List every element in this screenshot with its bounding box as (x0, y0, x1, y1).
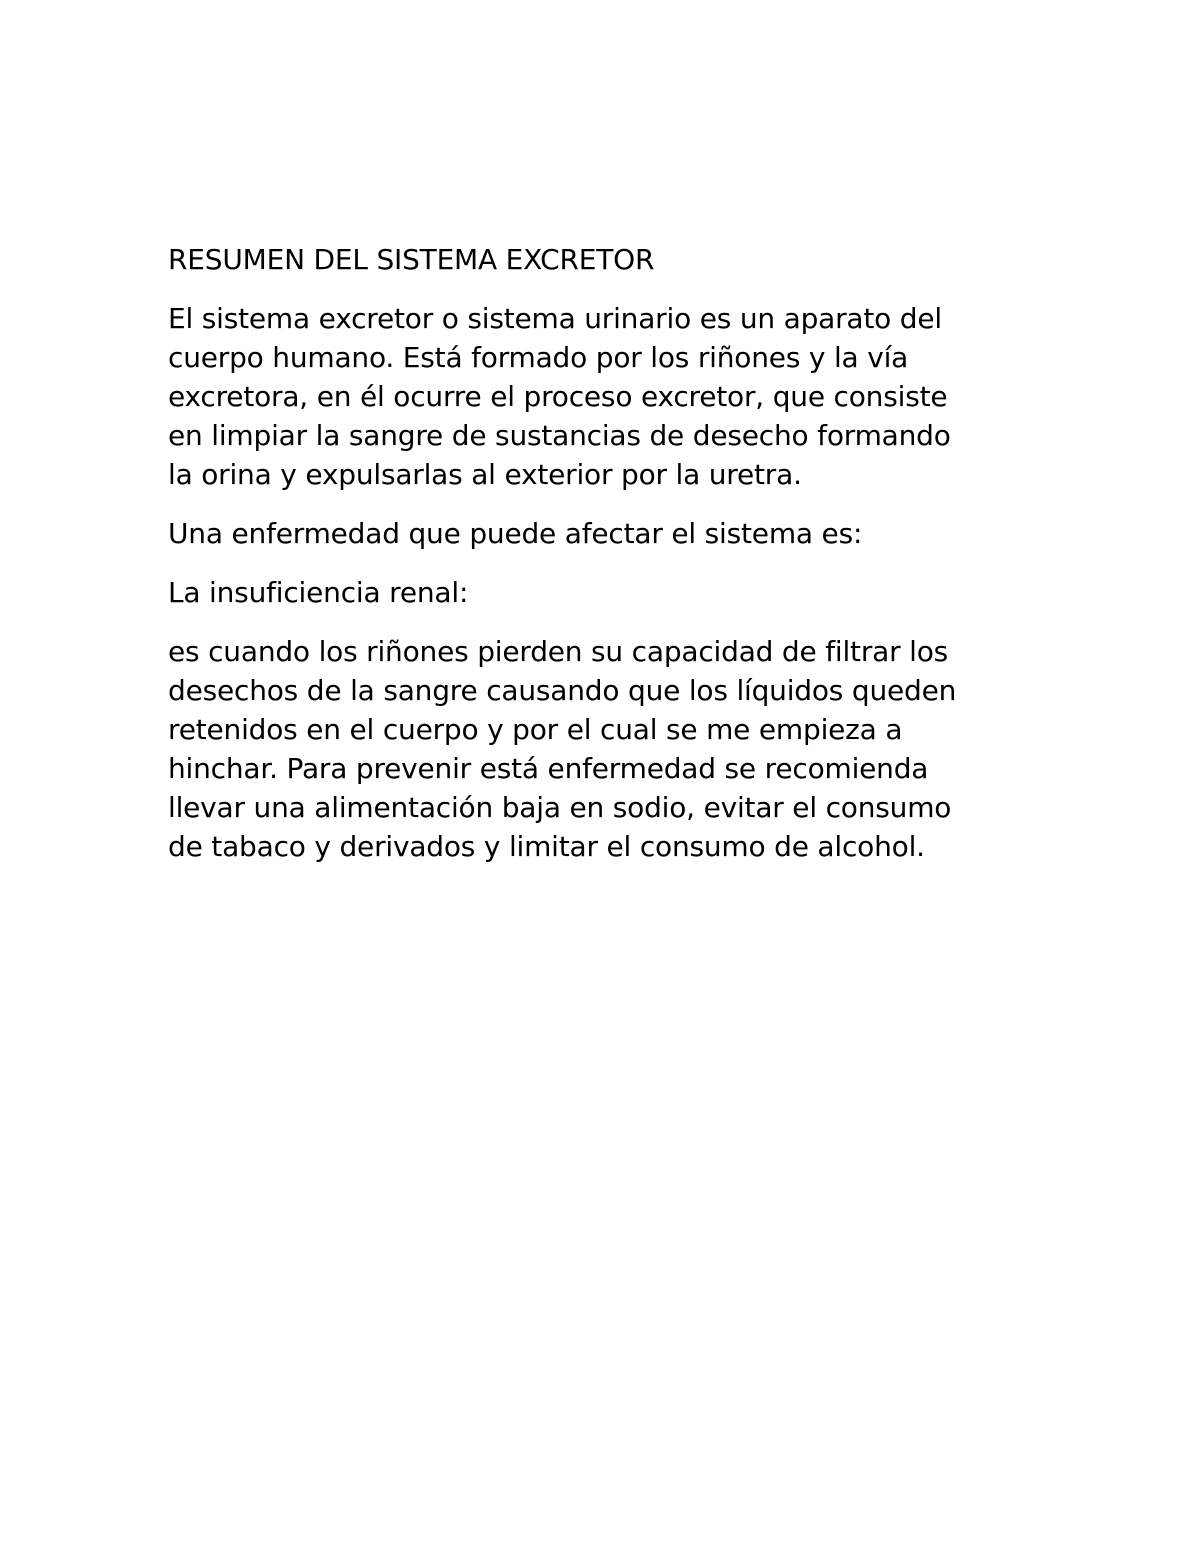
document-body (168, 240, 1028, 886)
text-line: El sistema excretor o sistema urinario es un aparato del (168, 302, 942, 335)
document-title: RESUMEN DEL SISTEMA EXCRETOR (168, 243, 655, 276)
text-line: en limpiar la sangre de sustancias de desecho formando (168, 419, 951, 452)
paragraph-disease-name (168, 573, 1028, 612)
paragraph-disease-intro (168, 514, 1028, 553)
text-line: de tabaco y derivados y limitar el consumo de alcohol. (168, 830, 925, 863)
text-line: la orina y expulsarlas al exterior por la uretra. (168, 458, 802, 491)
text-line: desechos de la sangre causando que los líquidos queden (168, 674, 957, 707)
text-line: Una enfermedad que puede afectar el sistema es: (168, 517, 863, 550)
paragraph-intro (168, 299, 1028, 494)
text-line: La insuficiencia renal: (168, 576, 469, 609)
text-line: hinchar. Para prevenir está enfermedad se recomienda (168, 752, 929, 785)
text-line: cuerpo humano. Está formado por los riñones y la vía (168, 341, 909, 374)
text-line: retenidos en el cuerpo y por el cual se me empieza a (168, 713, 903, 746)
text-line: llevar una alimentación baja en sodio, evitar el consumo (168, 791, 952, 824)
paragraph-disease-description (168, 632, 1028, 866)
text-line: excretora, en él ocurre el proceso excretor, que consiste (168, 380, 948, 413)
text-line: es cuando los riñones pierden su capacidad de filtrar los (168, 635, 949, 668)
